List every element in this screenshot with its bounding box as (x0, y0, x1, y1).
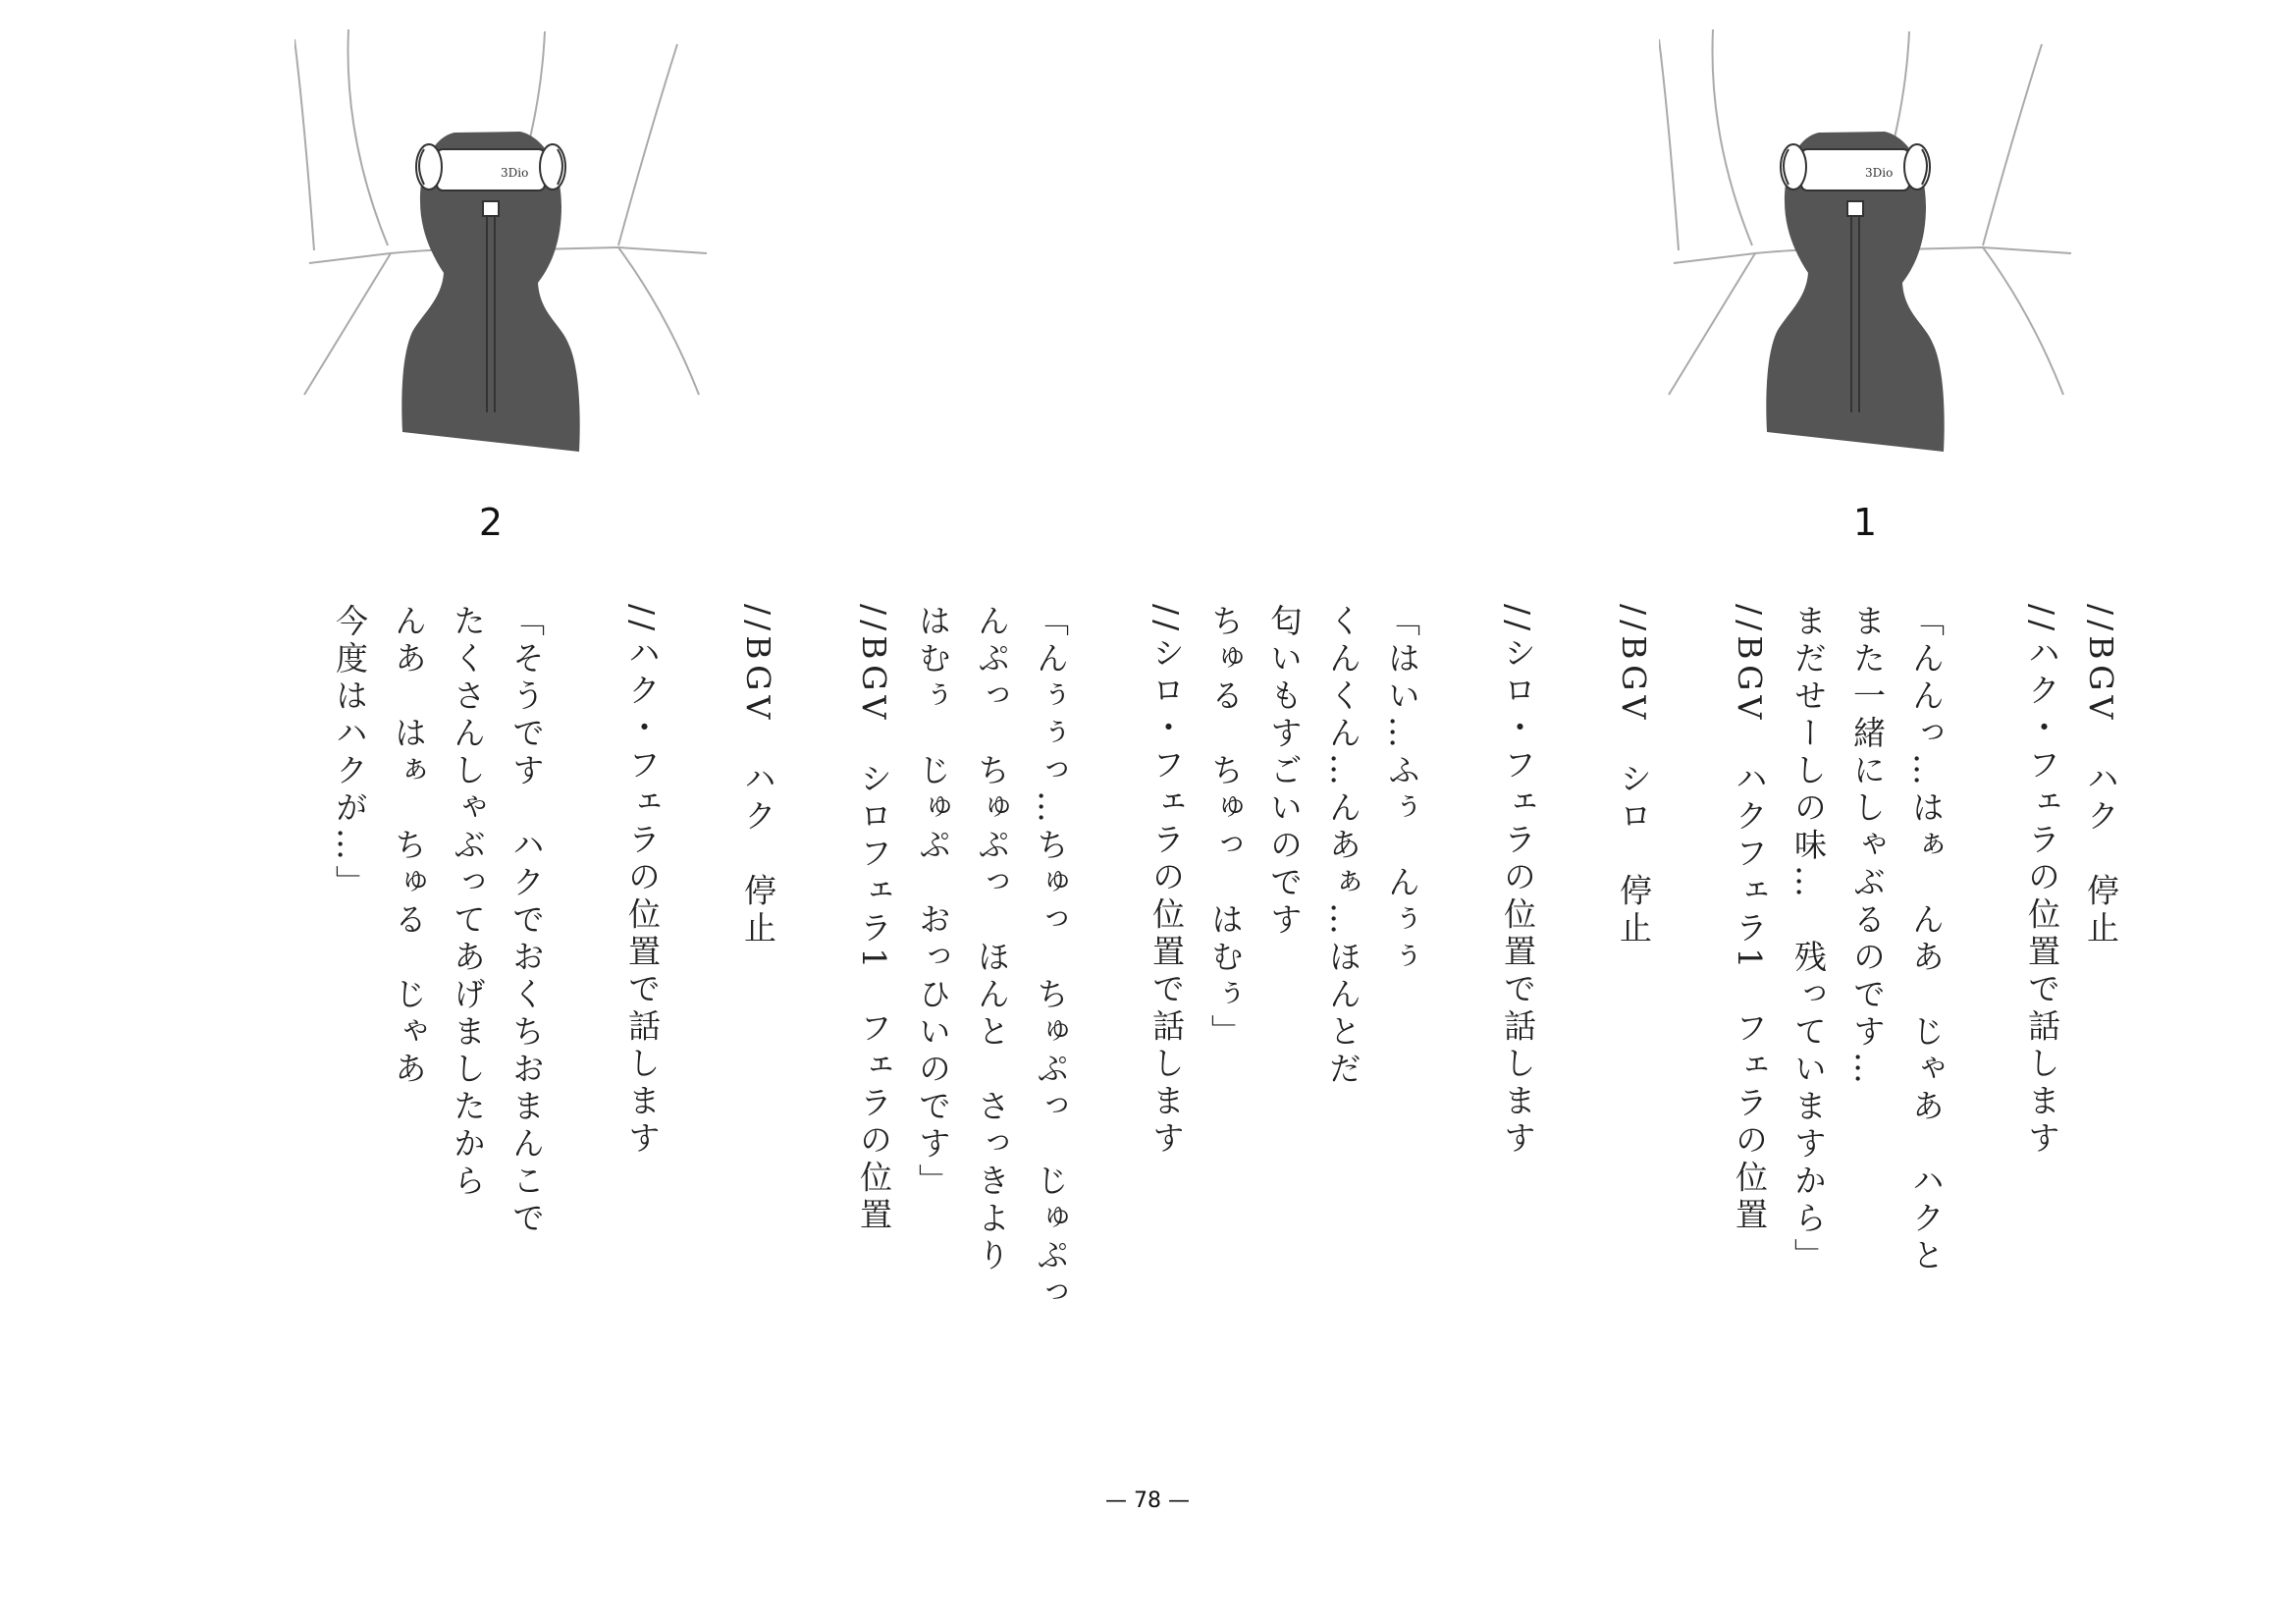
script-line: まだせーしの味… 残っていますから」 (1789, 604, 1828, 1275)
script-line: //BGV ハクフェラ1 フェラの位置 (1731, 604, 1769, 1235)
figure-2-illustration (294, 20, 746, 544)
script-line: ちゅる ちゅっ はむぅ」 (1206, 604, 1245, 1052)
script-line: //BGV ハク 停止 (739, 604, 777, 948)
script-line: 今度はハクが…」 (331, 604, 369, 902)
script-line: //ハク・フェラの位置で話します (623, 604, 662, 1159)
script-line: 「んぅぅっ…ちゅっ ちゅぷっ じゅぷっ (1032, 604, 1070, 1313)
script-line: 「そうです ハクでおくちおまんこで (507, 604, 546, 1238)
script-line: んぷっ ちゅぷっ ほんと さっきより (973, 604, 1011, 1275)
script-line: //BGV シロフェラ1 フェラの位置 (855, 604, 893, 1235)
script-line: 匂いもすごいのです (1265, 604, 1304, 940)
figure-1-label: 1 (1852, 501, 1878, 544)
script-line: くんくん…んあぁ…ほんとだ (1324, 604, 1362, 1089)
script-line: はむぅ じゅぷ おっひいのです」 (914, 604, 952, 1201)
script-line: //BGV シロ 停止 (1615, 604, 1653, 948)
script-text-block (331, 604, 2130, 1313)
script-line: 「はい…ふぅ んぅぅ (1383, 604, 1421, 977)
figure-1-illustration (1659, 20, 2110, 544)
figure-2-label: 2 (478, 501, 504, 544)
script-line: //シロ・フェラの位置で話します (1148, 604, 1186, 1159)
script-line: //BGV ハク 停止 (2082, 604, 2120, 948)
script-line: たくさんしゃぶってあげましたから (449, 604, 487, 1201)
script-line: //シロ・フェラの位置で話します (1499, 604, 1537, 1159)
page-number: — 78 — (1105, 1489, 1190, 1513)
script-line: んあ はぁ ちゅる じゃあ (390, 604, 428, 1089)
script-line: また一緒にしゃぶるのです… (1848, 604, 1887, 1089)
script-line: 「んんっ…はぁ んあ じゃあ ハクと (1907, 604, 1946, 1275)
figure-1-device-text: 3Dio (1865, 166, 1894, 180)
figure-2-device-text: 3Dio (501, 166, 529, 180)
script-line: //ハク・フェラの位置で話します (2023, 604, 2061, 1159)
